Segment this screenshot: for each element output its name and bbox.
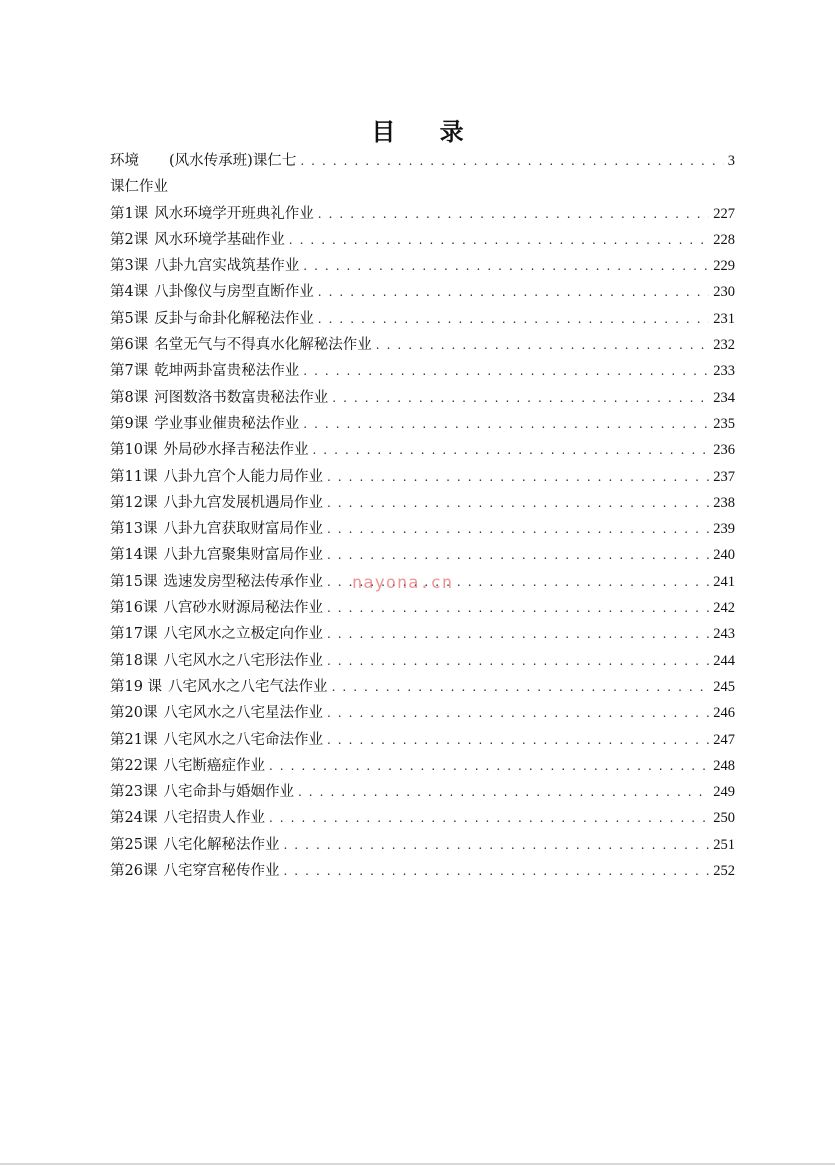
toc-lesson-number: 第21课	[110, 731, 158, 748]
toc-lesson-title: 八卦九宫获取财富局作业	[163, 521, 323, 538]
toc-entry-label	[110, 648, 323, 674]
toc-lesson-title: 河图数洛书数富贵秘法作业	[154, 389, 329, 406]
toc-lesson-title: 八宅招贵人作业	[163, 810, 265, 827]
toc-leader-dots	[327, 542, 709, 568]
toc-lesson-number: 第10课	[110, 442, 158, 459]
toc-entry[interactable]	[110, 805, 735, 831]
toc-entry[interactable]	[110, 674, 735, 700]
toc-page-number: 247	[713, 731, 735, 748]
toc-entry-label	[110, 569, 323, 595]
toc-entry-label	[110, 358, 299, 384]
watermark-text: nayona.cn	[352, 573, 454, 593]
toc-page-number: 244	[713, 652, 735, 669]
toc-lesson-number: 第22课	[110, 757, 158, 774]
toc-lesson-number: 第5课	[110, 310, 149, 327]
toc-lesson-title: 风水环境学开班典礼作业	[154, 205, 314, 222]
toc-lesson-number: 第26课	[110, 863, 158, 880]
toc-lesson-title: 八卦九宫个人能力局作业	[163, 468, 323, 485]
toc-leader-dots	[327, 516, 709, 542]
toc-entry[interactable]	[110, 358, 735, 384]
toc-entry[interactable]	[110, 753, 735, 779]
toc-entry-label	[110, 332, 372, 358]
toc-page-number: 241	[713, 573, 735, 590]
toc-leader-dots	[283, 832, 709, 858]
toc-page-number: 227	[713, 205, 735, 222]
toc-lesson-title: 八卦九宫发展机遇局作业	[163, 494, 323, 511]
toc-page-number: 240	[713, 547, 735, 564]
toc-lesson-number: 第14课	[110, 547, 158, 564]
toc-entry-label	[110, 279, 314, 305]
toc-leader-dots	[332, 674, 710, 700]
toc-leader-dots	[327, 648, 709, 674]
toc-entry[interactable]	[110, 832, 735, 858]
toc-lesson-title: 八宅风水之八宅命法作业	[163, 731, 323, 748]
toc-leader-dots	[318, 201, 710, 227]
toc-leader-dots	[298, 779, 709, 805]
toc-entry[interactable]	[110, 201, 735, 227]
toc-leader-dots	[269, 805, 709, 831]
toc-entry-label	[110, 753, 265, 779]
toc-entry[interactable]	[110, 253, 735, 279]
toc-entry[interactable]	[110, 595, 735, 621]
toc-entry[interactable]	[110, 858, 735, 884]
toc-entry[interactable]	[110, 227, 735, 253]
toc-page-number: 232	[713, 337, 735, 354]
toc-entry[interactable]	[110, 464, 735, 490]
toc-lesson-title: 八宅风水之八宅星法作业	[163, 705, 323, 722]
toc-lesson-number: 第13课	[110, 521, 158, 538]
toc-entry-label	[110, 542, 323, 568]
toc-entry-label	[110, 148, 296, 174]
toc-entry-label	[110, 516, 323, 542]
toc-lesson-number: 第6课	[110, 337, 149, 354]
toc-lesson-number: 第25课	[110, 836, 158, 853]
toc-entry[interactable]	[110, 437, 735, 463]
toc-entry-label	[110, 385, 328, 411]
toc-lesson-number: 第9课	[110, 415, 149, 432]
toc-entry[interactable]	[110, 306, 735, 332]
toc-lesson-title: 八宅断癌症作业	[163, 757, 265, 774]
toc-entry-list	[110, 201, 735, 885]
toc-entry-label	[110, 253, 299, 279]
toc-entry[interactable]	[110, 727, 735, 753]
toc-page-number: 231	[713, 310, 735, 327]
toc-page-number: 251	[713, 836, 735, 853]
toc-lesson-title: 反卦与命卦化解秘法作业	[154, 310, 314, 327]
toc-leader-dots	[303, 411, 709, 437]
page-title: 目 录	[371, 117, 482, 146]
toc-entry-label	[110, 805, 265, 831]
toc-leader-dots	[327, 464, 709, 490]
toc-entry[interactable]	[110, 542, 735, 568]
toc-page-number: 246	[713, 705, 735, 722]
toc-leader-dots	[318, 279, 710, 305]
toc-page-number: 228	[713, 231, 735, 248]
toc-page-number: 245	[713, 678, 735, 695]
toc-lesson-number: 第18课	[110, 652, 158, 669]
toc-lesson-title: 选速发房型秘法传承作业	[163, 573, 323, 590]
page-bottom-edge	[0, 1163, 835, 1165]
toc-page-number: 238	[713, 494, 735, 511]
toc-page-number: 252	[713, 863, 735, 880]
toc-entry-label	[110, 437, 308, 463]
toc-entry[interactable]	[110, 279, 735, 305]
toc-lesson-number: 第7课	[110, 363, 149, 380]
toc-lesson-title: 名堂无气与不得真水化解秘法作业	[154, 337, 372, 354]
toc-lesson-number: 第24课	[110, 810, 158, 827]
toc-page-number: 3	[727, 153, 735, 169]
toc-lesson-title: 外局砂水择吉秘法作业	[163, 442, 309, 459]
toc-lesson-title: 八宅风水之八宅气法作业	[168, 678, 328, 695]
toc-page-number: 233	[713, 363, 735, 380]
toc-page-number: 234	[713, 389, 735, 406]
toc-lesson-title: 八宅化解秘法作业	[163, 836, 280, 853]
toc-leader-dots	[289, 227, 710, 253]
toc-page-number: 242	[713, 600, 735, 617]
toc-entry-label	[110, 490, 323, 516]
toc-lesson-title: 八宅穿宫秘传作业	[163, 863, 280, 880]
toc-entry[interactable]	[110, 779, 735, 805]
toc-leader-dots	[312, 437, 709, 463]
toc-entry[interactable]	[110, 648, 735, 674]
toc-leader-dots	[327, 700, 709, 726]
toc-leader-dots	[318, 306, 710, 332]
toc-lesson-number: 第3课	[110, 258, 149, 275]
toc-entry[interactable]	[110, 621, 735, 647]
toc-lesson-number: 第16课	[110, 600, 158, 617]
table-of-contents	[110, 148, 735, 884]
toc-entry[interactable]	[110, 516, 735, 542]
section-heading: 课仁作业	[110, 179, 168, 196]
toc-leader-dots	[327, 595, 709, 621]
toc-leader-dots	[283, 858, 709, 884]
toc-lesson-title: 风水环境学基础作业	[154, 231, 285, 248]
toc-entry[interactable]	[110, 411, 735, 437]
toc-entry[interactable]	[110, 332, 735, 358]
toc-entry-label	[110, 201, 314, 227]
toc-leader-dots	[303, 358, 709, 384]
toc-lesson-number: 第8课	[110, 389, 149, 406]
toc-entry-label	[110, 858, 279, 884]
toc-lesson-title: 八宅风水之立极定向作业	[163, 626, 323, 643]
toc-lesson-number: 第11课	[110, 468, 158, 485]
toc-entry[interactable]	[110, 700, 735, 726]
toc-entry-label	[110, 621, 323, 647]
toc-lesson-title: 八宫砂水财源局秘法作业	[163, 600, 323, 617]
toc-entry-part2: (风水传承班)课仁七	[169, 153, 297, 169]
toc-lesson-number: 第1课	[110, 205, 149, 222]
toc-entry-part1: 环境	[110, 153, 139, 169]
toc-lesson-title: 八宅风水之八宅形法作业	[163, 652, 323, 669]
toc-entry-label	[110, 727, 323, 753]
toc-leader-dots	[303, 253, 709, 279]
toc-page-number: 248	[713, 757, 735, 774]
toc-entry-label	[110, 674, 328, 700]
toc-leader-dots	[332, 385, 709, 411]
toc-entry[interactable]	[110, 490, 735, 516]
toc-leader-dots	[376, 332, 710, 358]
toc-entry-label	[110, 227, 285, 253]
toc-page-number: 243	[713, 626, 735, 643]
toc-page-number: 229	[713, 258, 735, 275]
toc-lesson-number: 第19 课	[110, 678, 163, 695]
toc-lesson-number: 第23课	[110, 784, 158, 801]
toc-entry-label	[110, 595, 323, 621]
toc-lesson-number: 第20课	[110, 705, 158, 722]
toc-entry-label	[110, 464, 323, 490]
toc-entry-label	[110, 700, 323, 726]
toc-lesson-title: 八卦像仪与房型直断作业	[154, 284, 314, 301]
toc-lesson-title: 八卦九宫实战筑基作业	[154, 258, 300, 275]
toc-page-number: 237	[713, 468, 735, 485]
toc-entry-intro[interactable]	[110, 148, 735, 174]
toc-page-number: 239	[713, 521, 735, 538]
toc-entry-label	[110, 779, 294, 805]
toc-leader-dots	[269, 753, 709, 779]
toc-lesson-title: 八宅命卦与婚姻作业	[163, 784, 294, 801]
toc-lesson-number: 第15课	[110, 573, 158, 590]
toc-lesson-title: 学业事业催贵秘法作业	[154, 415, 300, 432]
toc-page-number: 235	[713, 415, 735, 432]
toc-leader-dots	[327, 727, 709, 753]
toc-lesson-number: 第2课	[110, 231, 149, 248]
toc-entry-label	[110, 306, 314, 332]
toc-lesson-title: 八卦九宫聚集财富局作业	[163, 547, 323, 564]
toc-leader-dots	[327, 490, 709, 516]
toc-leader-dots	[327, 621, 709, 647]
toc-lesson-number: 第17课	[110, 626, 158, 643]
toc-entry-label	[110, 411, 299, 437]
toc-page-number: 249	[713, 784, 735, 801]
toc-page-number: 250	[713, 810, 735, 827]
toc-page-number: 236	[713, 442, 735, 459]
toc-lesson-title: 乾坤两卦富贵秘法作业	[154, 363, 300, 380]
toc-page-number: 230	[713, 284, 735, 301]
toc-entry[interactable]	[110, 385, 735, 411]
toc-entry-label	[110, 832, 279, 858]
toc-lesson-number: 第4课	[110, 284, 149, 301]
toc-leader-dots	[300, 148, 723, 174]
toc-lesson-number: 第12课	[110, 494, 158, 511]
